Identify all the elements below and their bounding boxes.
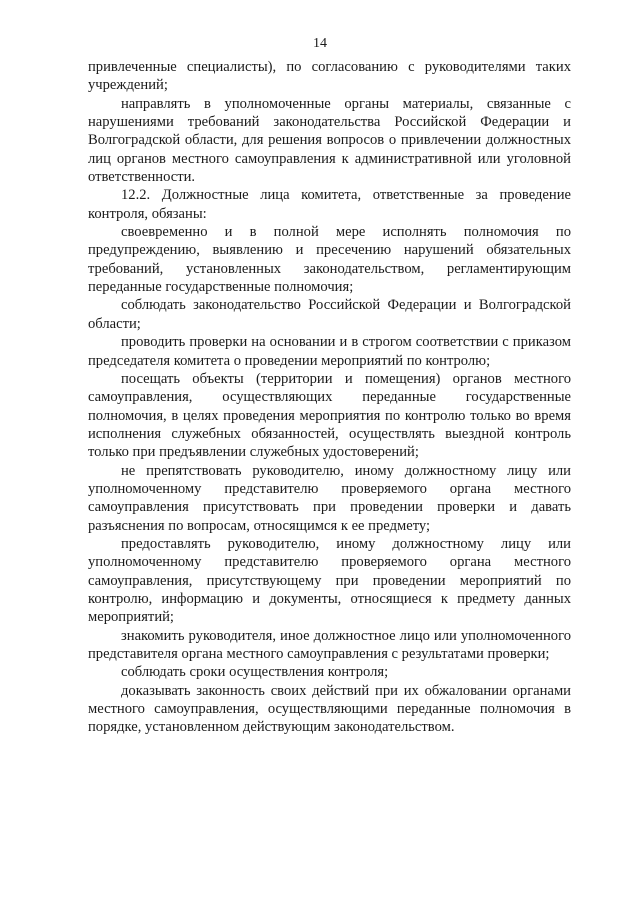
paragraph: предоставлять руководителю, иному должностному лицу или уполномоченному представителю проверяемого органа местного самоуправления, присутствующему при проведении мероприятий по контролю, информацию и документы, относящиеся к предмету данных мероприятий;	[88, 535, 571, 626]
paragraph: доказывать законность своих действий при их обжаловании органами местного самоуправления, осуществляющими переданные полномочия в порядке, установленном действующим законодательством.	[88, 682, 571, 736]
paragraph: направлять в уполномоченные органы материалы, связанные с нарушениями требований законодательства Российской Федерации и Волгоградской области, для решения вопросов о привлечении должностных лиц органов местного самоуправления к административной или уголовной ответственности.	[88, 95, 571, 186]
paragraph: знакомить руководителя, иное должностное лицо или уполномоченного представителя органа местного самоуправления с результатами проверки;	[88, 627, 571, 662]
page-number: 14	[313, 36, 327, 51]
paragraph: 12.2. Должностные лица комитета, ответственные за проведение контроля, обязаны:	[88, 187, 571, 222]
paragraph: проводить проверки на основании и в строгом соответствии с приказом председателя комитета о проведении мероприятий по контролю;	[88, 334, 571, 369]
paragraph: привлеченные специалисты), по согласованию с руководителями таких учреждений;	[88, 59, 571, 94]
paragraph: своевременно и в полной мере исполнять полномочия по предупреждению, выявлению и пресечению нарушений обязательных требований, установленных законодательством, регламентирующим переданные государственные полномочия;	[88, 224, 571, 296]
document-body	[88, 58, 571, 737]
paragraph: соблюдать сроки осуществления контроля;	[121, 664, 389, 681]
paragraph: соблюдать законодательство Российской Федерации и Волгоградской области;	[88, 297, 571, 332]
paragraph: не препятствовать руководителю, иному должностному лицу или уполномоченному представителю проверяемого органа местного самоуправления присутствовать при проведении проверки и давать разъяснения по вопросам, относящимся к ее предмету;	[88, 462, 571, 534]
paragraph: посещать объекты (территории и помещения) органов местного самоуправления, осуществляющих переданные государственные полномочия, в целях проведения мероприятия по контролю только во время исполнения служебных обязанностей, осуществлять выездной контроль только при предъявлении служебных удостоверений;	[88, 370, 571, 461]
